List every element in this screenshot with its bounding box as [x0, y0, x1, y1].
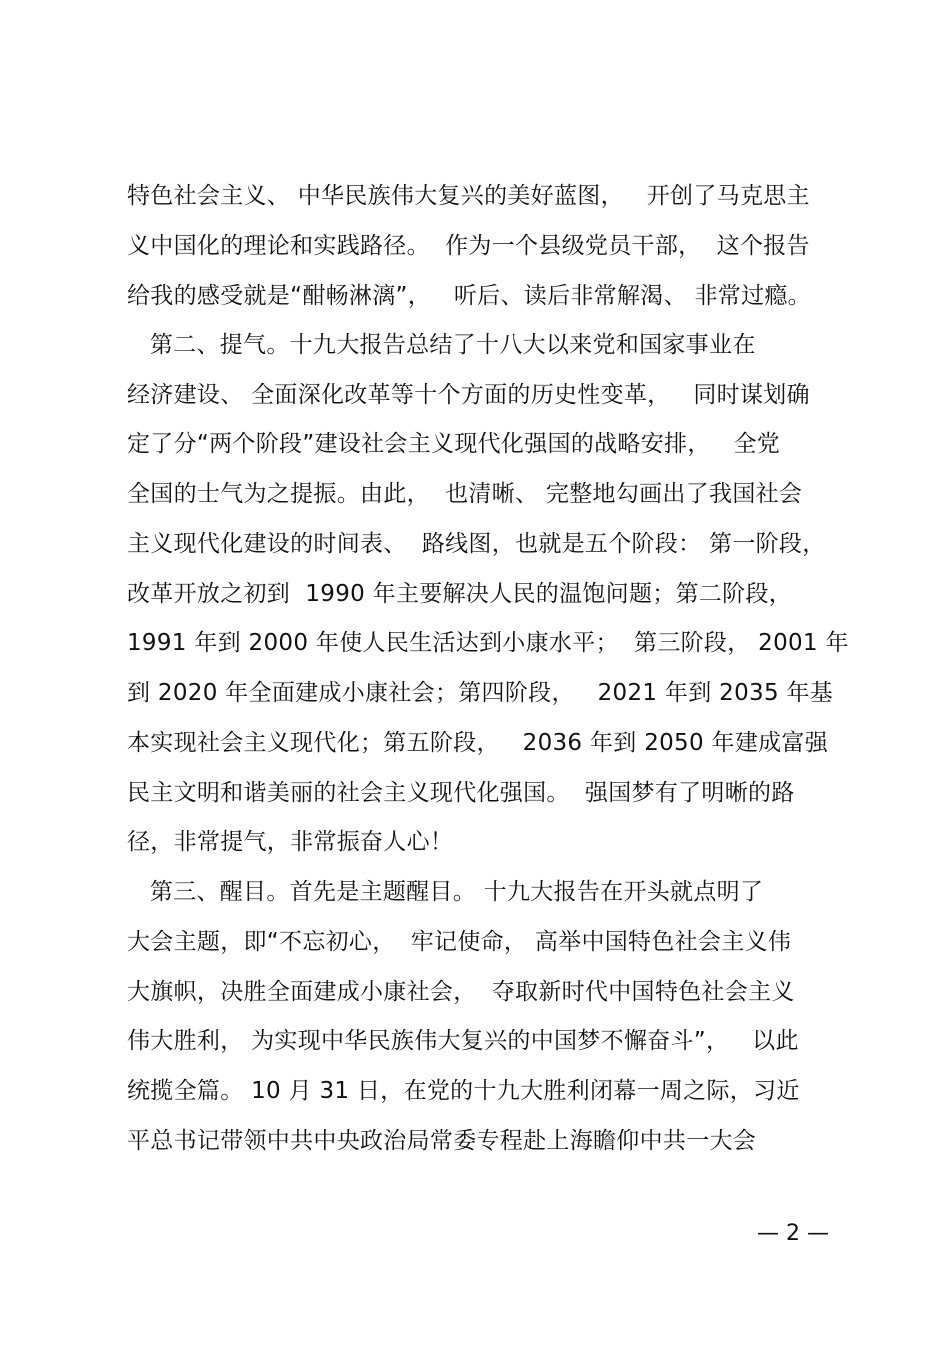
text-line: 义中国化的理论和实践路径。 作为一个县级党员干部， 这个报告 [127, 233, 810, 259]
text-line: 到 2020 年全面建成小康社会；第四阶段， 2021 年到 2035 年基 [127, 680, 834, 706]
text-line: 民主文明和谐美丽的社会主义现代化强国。 强国梦有了明晰的路 [127, 780, 795, 806]
paragraph-start-line: 第二、提气。十九大报告总结了十八大以来党和国家事业在 [127, 332, 756, 358]
text-line: 经济建设、 全面深化改革等十个方面的历史性变革， 同时谋划确 [127, 382, 810, 408]
text-line: 特色社会主义、 中华民族伟大复兴的美好蓝图， 开创了马克思主 [127, 183, 810, 209]
text-line: 统揽全篇。 10 月 31 日，在党的十九大胜利闭幕一周之际，习近 [127, 1078, 800, 1104]
text-line: 伟大胜利， 为实现中华民族伟大复兴的中国梦不懈奋斗”， 以此 [127, 1028, 799, 1054]
text-line: 径，非常提气，非常振奋人心！ [127, 829, 454, 855]
text-line: 平总书记带领中共中央政治局常委专程赴上海瞻仰中共一大会 [127, 1128, 757, 1154]
text-line: 全国的士气为之提振。由此， 也清晰、 完整地勾画出了我国社会 [127, 481, 803, 507]
text-line: 大旗帜，决胜全面建成小康社会， 夺取新时代中国特色社会主义 [127, 979, 795, 1005]
page-number: — 2 — [757, 1221, 829, 1246]
paragraph-start-line: 第三、醒目。首先是主题醒目。 十九大报告在开头就点明了 [127, 879, 764, 905]
text-line: 改革开放之初到 1990 年主要解决人民的温饱问题；第二阶段， [127, 581, 793, 607]
text-line: 大会主题，即“不忘初心， 牢记使命， 高举中国特色社会主义伟 [127, 929, 792, 955]
text-line: 定了分“两个阶段”建设社会主义现代化强国的战略安排， 全党 [127, 431, 781, 457]
text-line: 本实现社会主义现代化；第五阶段， 2036 年到 2050 年建成富强 [127, 730, 829, 756]
text-line: 主义现代化建设的时间表、 路线图，也就是五个阶段： 第一阶段， [127, 531, 826, 557]
text-line: 给我的感受就是“酣畅淋漓”， 听后、读后非常解渴、 非常过瘾。 [127, 283, 811, 309]
text-line: 1991 年到 2000 年使人民生活达到小康水平； 第三阶段， 2001 年 [127, 630, 849, 656]
